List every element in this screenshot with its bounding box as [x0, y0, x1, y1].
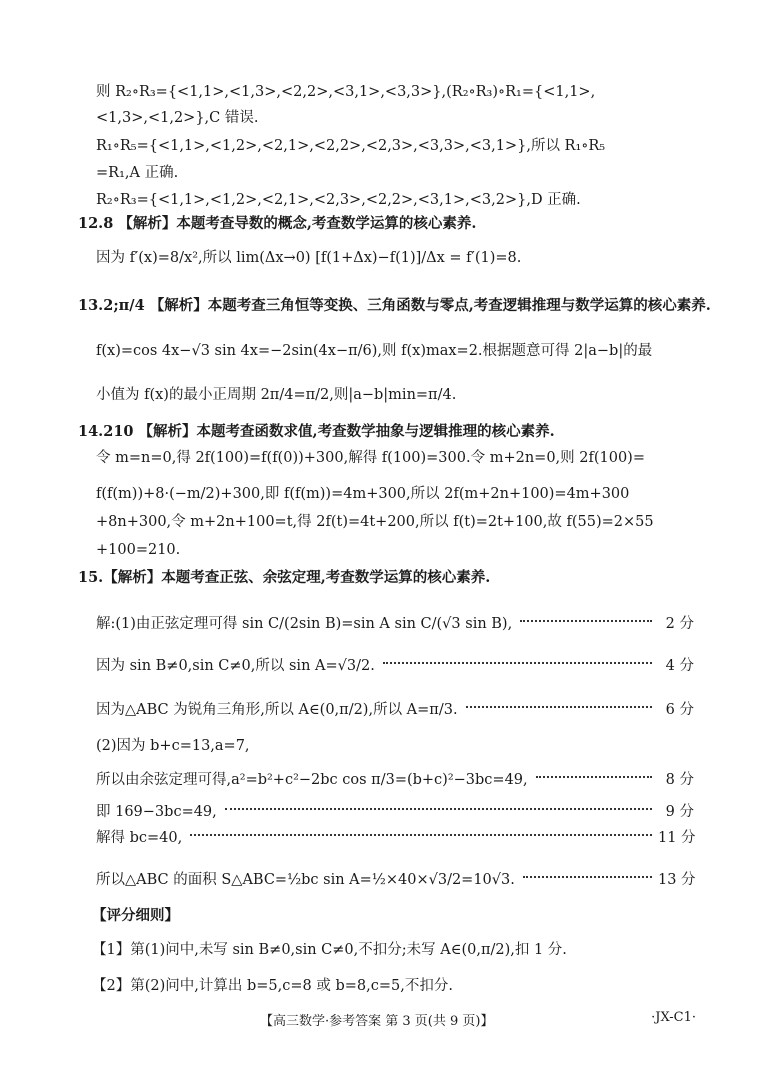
- solution-step: [96, 870, 694, 890]
- step-score: 9 分: [665, 804, 694, 820]
- problem-13-heading: 13.2;π/4 【解析】本题考查三角恒等变换、三角函数与零点,考查逻辑推理与数学运算的核心素养.: [78, 297, 711, 314]
- text-line: f(x)=cos 4x−√3 sin 4x=−2sin(4x−π/6),则 f(x)max=2.根据题意可得 2|a−b|的最: [96, 343, 653, 359]
- dot-leader: [225, 808, 652, 810]
- step-text: 所以由余弦定理可得,a²=b²+c²−2bc cos π/3=(b+c)²−3bc=49,: [96, 772, 528, 788]
- rubric-item: 【2】第(2)问中,计算出 b=5,c=8 或 b=8,c=5,不扣分.: [92, 978, 453, 994]
- step-score: 8 分: [665, 772, 694, 788]
- step-score: 2 分: [665, 616, 694, 632]
- text-line: R₁∘R₅={<1,1>,<1,2>,<2,1>,<2,2>,<2,3>,<3,3>,<3,1>},所以 R₁∘R₅: [96, 138, 606, 154]
- step-text: 解得 bc=40,: [96, 830, 183, 846]
- text-line: 小值为 f(x)的最小正周期 2π/4=π/2,则|a−b|min=π/4.: [96, 387, 457, 403]
- footer-page-info: 【高三数学·参考答案 第 3 页(共 9 页)】: [260, 1014, 494, 1029]
- solution-step: [96, 700, 694, 720]
- text-line: 因为 f′(x)=8/x²,所以 lim(Δx→0) [f(1+Δx)−f(1)]/Δx = f′(1)=8.: [96, 250, 522, 266]
- step-score: 13 分: [658, 872, 696, 888]
- step-text: 因为 sin B≠0,sin C≠0,所以 sin A=√3/2.: [96, 658, 375, 674]
- text-line: R₂∘R₃={<1,1>,<1,2>,<2,1>,<2,3>,<2,2>,<3,1>,<3,2>},D 正确.: [96, 192, 581, 208]
- text-line: +8n+300,令 m+2n+100=t,得 2f(t)=4t+200,所以 f(t)=2t+100,故 f(55)=2×55: [96, 514, 654, 530]
- step-text: 解:(1)由正弦定理可得 sin C/(2sin B)=sin A sin C/(√3 sin B),: [96, 616, 513, 632]
- step-score: 6 分: [665, 702, 694, 718]
- step-score: 11 分: [658, 830, 696, 846]
- dot-leader: [383, 662, 652, 664]
- text-line: <1,3>,<1,2>},C 错误.: [96, 110, 259, 126]
- step-score: 4 分: [665, 658, 694, 674]
- rubric-heading: 【评分细则】: [92, 907, 179, 924]
- rubric-item: 【1】第(1)问中,未写 sin B≠0,sin C≠0,不扣分;未写 A∈(0,π/2),扣 1 分.: [92, 942, 567, 958]
- dot-leader: [190, 834, 652, 836]
- solution-step: [96, 828, 694, 848]
- solution-step: [96, 614, 694, 634]
- text-line: 令 m=n=0,得 2f(100)=f(f(0))+300,解得 f(100)=300.令 m+2n=0,则 2f(100)=: [96, 450, 645, 466]
- text-line: f(f(m))+8·(−m/2)+300,即 f(f(m))=4m+300,所以 2f(m+2n+100)=4m+300: [96, 486, 630, 502]
- solution-step: [96, 770, 694, 790]
- problem-15-heading: 15.【解析】本题考查正弦、余弦定理,考查数学运算的核心素养.: [78, 569, 491, 586]
- problem-12-heading: 12.8 【解析】本题考查导数的概念,考查数学运算的核心素养.: [78, 215, 477, 232]
- text-line: 则 R₂∘R₃={<1,1>,<1,3>,<2,2>,<3,1>,<3,3>},(R₂∘R₃)∘R₁={<1,1>,: [96, 84, 596, 100]
- text-line: +100=210.: [96, 542, 181, 558]
- solution-step: [96, 736, 694, 756]
- dot-leader: [466, 706, 652, 708]
- text-line: =R₁,A 正确.: [96, 165, 179, 181]
- dot-leader: [536, 776, 652, 778]
- dot-leader: [523, 876, 652, 878]
- step-text: 所以△ABC 的面积 S△ABC=½bc sin A=½×40×√3/2=10√3.: [96, 872, 515, 888]
- dot-leader: [520, 620, 652, 622]
- problem-14-heading: 14.210 【解析】本题考查函数求值,考查数学抽象与逻辑推理的核心素养.: [78, 423, 555, 440]
- step-text: 因为△ABC 为锐角三角形,所以 A∈(0,π/2),所以 A=π/3.: [96, 702, 458, 718]
- step-text: 即 169−3bc=49,: [96, 804, 217, 820]
- solution-step: [96, 656, 694, 676]
- step-text: (2)因为 b+c=13,a=7,: [96, 738, 250, 754]
- footer-code: ·JX-C1·: [651, 1010, 696, 1025]
- solution-step: [96, 802, 694, 822]
